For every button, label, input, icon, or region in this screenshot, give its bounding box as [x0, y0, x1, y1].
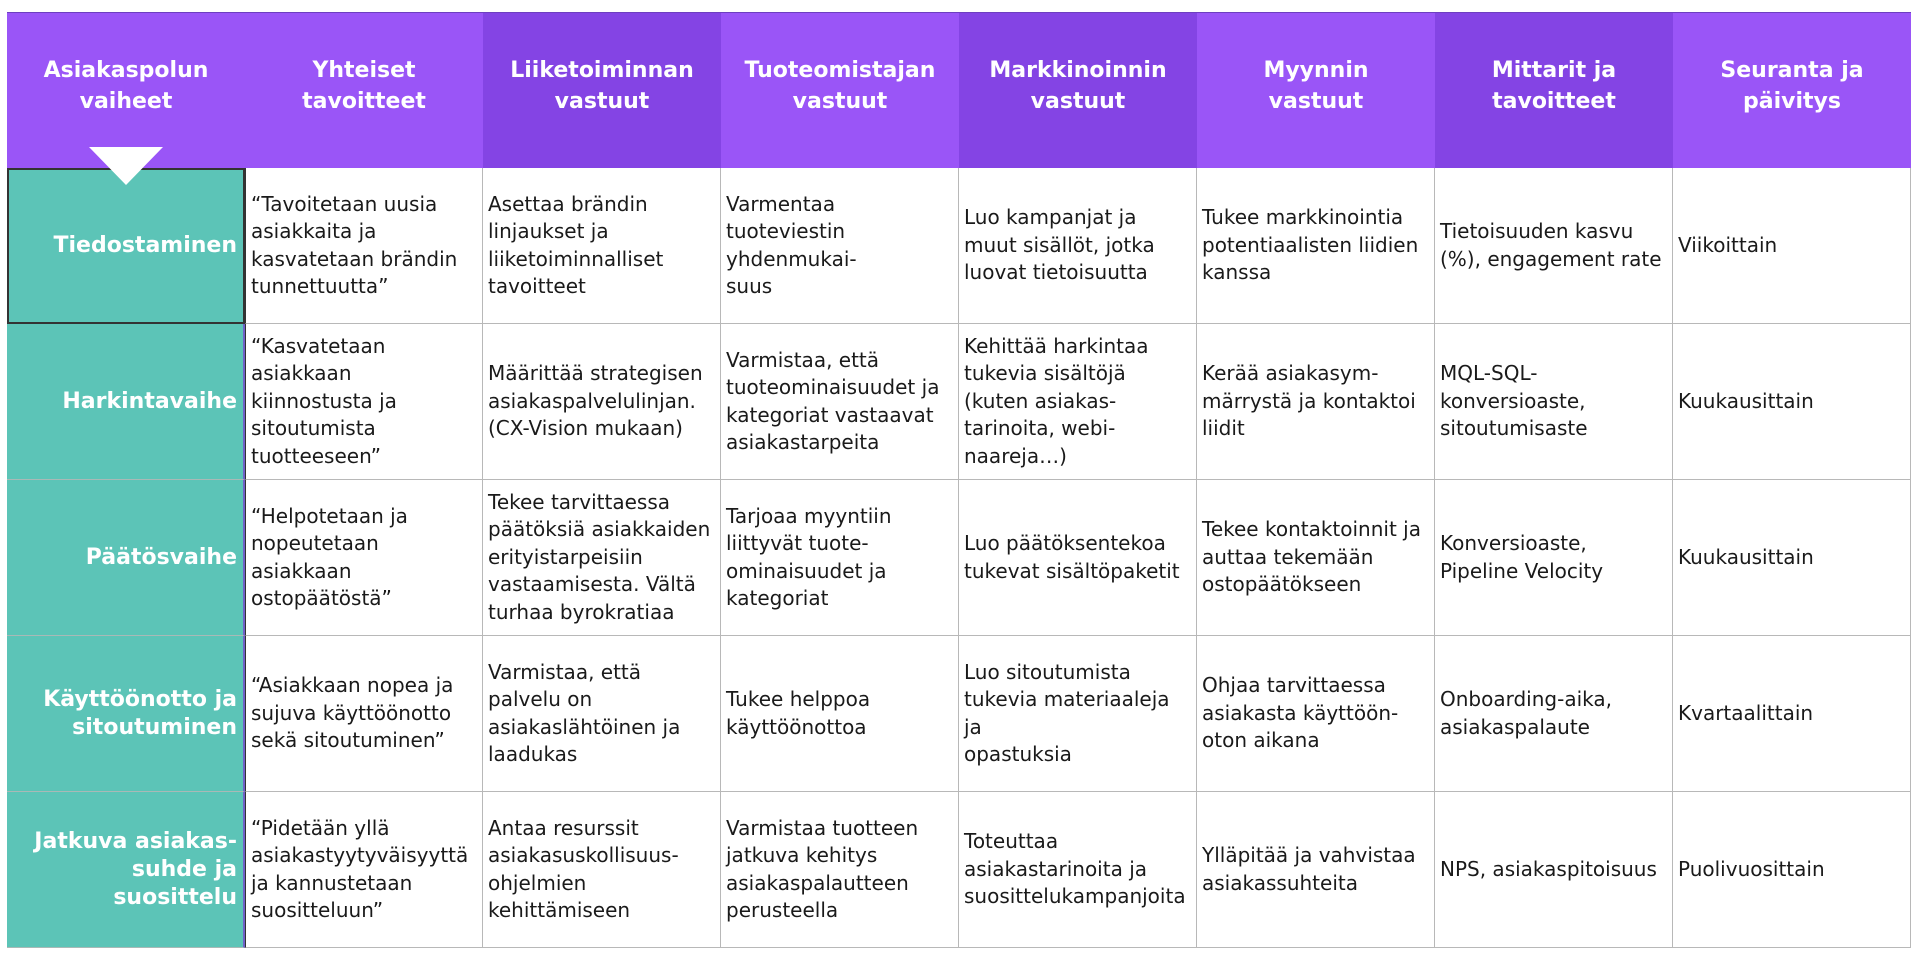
table-cell: MQL-SQL- konversioaste, sitoutumisaste — [1435, 324, 1673, 480]
table-cell: Ohjaa tarvittaessa asiakasta käyttöön- oton aikana — [1197, 636, 1435, 792]
table-cell: Viikoittain — [1673, 168, 1911, 324]
table-cell: “Kasvatetaan asiakkaan kiinnostusta ja sitoutumista tuotteeseen” — [245, 324, 483, 480]
header-label: Asiakaspolun vaiheet — [43, 57, 209, 114]
down-arrow-icon — [89, 147, 163, 185]
header-product-owner — [721, 13, 959, 168]
header-marketing — [959, 13, 1197, 168]
table-cell: Ylläpitää ja vahvistaa asiakassuhteita — [1197, 792, 1435, 948]
table-cell: NPS, asiakaspitoisuus — [1435, 792, 1673, 948]
table-cell: Luo kampanjat ja muut sisällöt, jotka luovat tietoisuutta — [959, 168, 1197, 324]
header-label: Tuoteomistajan vastuut — [744, 57, 936, 114]
header-metrics — [1435, 13, 1673, 168]
table-cell: Puolivuosittain — [1673, 792, 1911, 948]
table-cell: Kehittää harkintaa tukevia sisältöjä (kuten asiakas- tarinoita, webi- naareja…) — [959, 324, 1197, 480]
customer-journey-table — [7, 12, 1911, 948]
stage-label: Tiedostaminen — [7, 168, 245, 324]
table-cell: Asettaa brändin linjaukset ja liiketoiminnalliset tavoitteet — [483, 168, 721, 324]
stage-label: Päätösvaihe — [7, 480, 245, 636]
table-cell: Kuukausittain — [1673, 324, 1911, 480]
table-cell: Kvartaalittain — [1673, 636, 1911, 792]
table-cell: Toteuttaa asiakastarinoita ja suosittelukampanjoita — [959, 792, 1197, 948]
header-followup — [1673, 13, 1911, 168]
table-cell: Kuukausittain — [1673, 480, 1911, 636]
table-cell: Varmistaa tuotteen jatkuva kehitys asiakaspalautteen perusteella — [721, 792, 959, 948]
table-cell: Onboarding-aika, asiakaspalaute — [1435, 636, 1673, 792]
table-cell: “Tavoitetaan uusia asiakkaita ja kasvatetaan brändin tunnettuutta” — [245, 168, 483, 324]
table-cell: Tietoisuuden kasvu (%), engagement rate — [1435, 168, 1673, 324]
table-cell: Luo sitoutumista tukevia materiaaleja ja opastuksia — [959, 636, 1197, 792]
header-sales — [1197, 13, 1435, 168]
header-stages — [7, 13, 245, 168]
table-cell: Kerää asiakasym- märrystä ja kontaktoi liidit — [1197, 324, 1435, 480]
table-cell: Tekee tarvittaessa päätöksiä asiakkaiden erityistarpeisiin vastaamisesta. Vältä turhaa byrokratiaa — [483, 480, 721, 636]
table-cell: “Helpotetaan ja nopeutetaan asiakkaan ostopäätöstä” — [245, 480, 483, 636]
header-label: Seuranta ja päivitys — [1720, 57, 1864, 114]
header-business — [483, 13, 721, 168]
table-cell: Varmistaa, että tuoteominaisuudet ja kategoriat vastaavat asiakastarpeita — [721, 324, 959, 480]
header-label: Mittarit ja tavoitteet — [1491, 57, 1617, 114]
table-cell: Luo päätöksentekoa tukevat sisältöpaketit — [959, 480, 1197, 636]
stage-label: Harkintavaihe — [7, 324, 245, 480]
table-cell: Varmentaa tuoteviestin yhdenmukai- suus — [721, 168, 959, 324]
stage-label: Käyttöönotto ja sitoutuminen — [7, 636, 245, 792]
header-label: Markkinoinnin vastuut — [989, 57, 1167, 114]
stage-label: Jatkuva asiakas- suhde ja suosittelu — [7, 792, 245, 948]
header-label: Liiketoiminnan vastuut — [510, 57, 694, 114]
table-cell: Määrittää strategisen asiakaspalvelulinjan. (CX-Vision mukaan) — [483, 324, 721, 480]
table-cell: Tukee markkinointia potentiaalisten liidien kanssa — [1197, 168, 1435, 324]
table-cell: “Pidetään yllä asiakastyytyväisyyttä ja kannustetaan suositteluun” — [245, 792, 483, 948]
table-cell: Tarjoaa myyntiin liittyvät tuote- ominaisuudet ja kategoriat — [721, 480, 959, 636]
header-shared-goals — [245, 13, 483, 168]
table-cell: Varmistaa, että palvelu on asiakaslähtöinen ja laadukas — [483, 636, 721, 792]
header-label: Myynnin vastuut — [1263, 57, 1369, 114]
table-cell: “Asiakkaan nopea ja sujuva käyttöönotto sekä sitoutuminen” — [245, 636, 483, 792]
table-cell: Antaa resurssit asiakasuskollisuus- ohjelmien kehittämiseen — [483, 792, 721, 948]
table-cell: Konversioaste, Pipeline Velocity — [1435, 480, 1673, 636]
header-label: Yhteiset tavoitteet — [302, 57, 426, 114]
table-cell: Tekee kontaktoinnit ja auttaa tekemään ostopäätökseen — [1197, 480, 1435, 636]
table-cell: Tukee helppoa käyttöönottoa — [721, 636, 959, 792]
